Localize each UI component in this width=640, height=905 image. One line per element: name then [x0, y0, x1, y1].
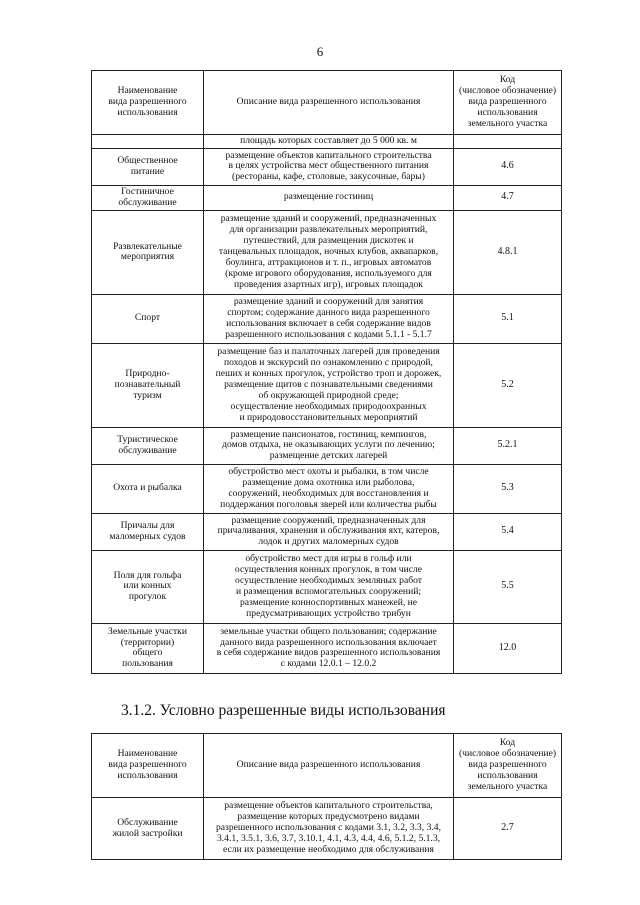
use-name: Гостиничное обслуживание	[92, 185, 204, 210]
use-description: размещение пансионатов, гостиниц, кемпингов, домов отдыха, не оказывающих услуги по лечению; размещение детских лагерей	[204, 427, 454, 464]
use-code: 4.7	[454, 185, 562, 210]
use-description: размещение сооружений, предназначенных для причаливания, хранения и обслуживания яхт, катеров, лодок и других маломерных судов	[204, 513, 454, 550]
header-code: Код (числовое обозначение) вида разрешенного использования земельного участка	[454, 71, 562, 135]
table-row	[92, 798, 562, 860]
use-code: 5.2.1	[454, 427, 562, 464]
section-title: 3.1.2. Условно разрешенные виды использования	[121, 702, 446, 719]
use-name: Поля для гольфа или конных прогулок	[92, 550, 204, 623]
table-row	[92, 550, 562, 623]
table-row	[92, 210, 562, 294]
use-description: размещение зданий и сооружений для занятия спортом; содержание данного вида разрешенного использования включает в себя содержание видов разрешенного использования с кодами 5.1.1 - 5.1.7	[204, 294, 454, 343]
header-code: Код (числовое обозначение) вида разрешенного использования земельного участка	[454, 734, 562, 798]
conditional-uses-table	[91, 733, 562, 860]
use-description: площадь которых составляет до 5 000 кв. м	[204, 135, 454, 149]
use-description: размещение объектов капитального строительства, размещение которых предусмотрено видами разрешенного использования с кодами 3.1, 3.2, 3.3, 3.4, 3.4.1, 3.5.1, 3.6, 3.7, 3.10.1, 4.1, 4.3, 4.4, 4.6, 5.1.2, 5.1.3, если их размещение необходимо для обслуживания	[204, 798, 454, 860]
use-name: Причалы для маломерных судов	[92, 513, 204, 550]
use-description: земельные участки общего пользования; содержание данного вида разрешенного использования включает в себя содержание видов разрешенного использования с кодами 12.0.1 – 12.0.2	[204, 623, 454, 673]
use-name: Общественное питание	[92, 148, 204, 185]
use-description: размещение баз и палаточных лагерей для проведения походов и экскурсий по ознакомлению с природой, пеших и конных прогулок, устройство троп и дорожек, размещение щитов с познавательными сведениями об окружающей природной среде; осуществление необходимых природоохранных и природовосстановительных мероприятий	[204, 343, 454, 427]
use-code: 4.6	[454, 148, 562, 185]
use-code: 5.3	[454, 464, 562, 513]
use-name: Туристическое обслуживание	[92, 427, 204, 464]
use-description: обустройство мест для игры в гольф или осуществления конных прогулок, в том числе осуществление необходимых земляных работ и размещения вспомогательных сооружений; размещение конноспортивных манежей, не предусматривающих устройство трибун	[204, 550, 454, 623]
use-description: размещение объектов капитального строительства в целях устройства мест общественного питания (рестораны, кафе, столовые, закусочные, бары)	[204, 148, 454, 185]
table-row	[92, 148, 562, 185]
permitted-uses-table	[91, 70, 562, 674]
use-code: 2.7	[454, 798, 562, 860]
table-row	[92, 623, 562, 673]
use-name: Земельные участки (территории) общего пользования	[92, 623, 204, 673]
use-name: Спорт	[92, 294, 204, 343]
use-description: размещение зданий и сооружений, предназначенных для организации развлекательных мероприятий, путешествий, для размещения дискотек и танцевальных площадок, ночных клубов, аквапарков, боулинга, аттракционов и т. п., игровых автоматов (кроме игрового оборудования, используемого для проведения азартных игр), игровых площадок	[204, 210, 454, 294]
page-number: 6	[316, 44, 324, 59]
table-row	[92, 464, 562, 513]
use-code: 5.5	[454, 550, 562, 623]
table-row	[92, 185, 562, 210]
table-row	[92, 343, 562, 427]
use-name: Развлекательные мероприятия	[92, 210, 204, 294]
use-code: 5.1	[454, 294, 562, 343]
use-code: 5.2	[454, 343, 562, 427]
table-row	[92, 427, 562, 464]
use-code: 4.8.1	[454, 210, 562, 294]
table-row	[92, 513, 562, 550]
use-code	[454, 135, 562, 149]
use-description: размещение гостиниц	[204, 185, 454, 210]
header-name: Наименование вида разрешенного использования	[92, 71, 204, 135]
table-row	[92, 294, 562, 343]
table-header-row	[92, 734, 562, 798]
use-name: Природно- познавательный туризм	[92, 343, 204, 427]
use-code: 12.0	[454, 623, 562, 673]
use-code: 5.4	[454, 513, 562, 550]
header-description: Описание вида разрешенного использования	[204, 734, 454, 798]
use-description: обустройство мест охоты и рыбалки, в том числе размещение дома охотника или рыболова, сооружений, необходимых для восстановления и поддержания поголовья зверей или количества рыбы	[204, 464, 454, 513]
header-name: Наименование вида разрешенного использования	[92, 734, 204, 798]
table-row	[92, 135, 562, 149]
header-description: Описание вида разрешенного использования	[204, 71, 454, 135]
use-name	[92, 135, 204, 149]
table-header-row	[92, 71, 562, 135]
use-name: Обслуживание жилой застройки	[92, 798, 204, 860]
use-name: Охота и рыбалка	[92, 464, 204, 513]
